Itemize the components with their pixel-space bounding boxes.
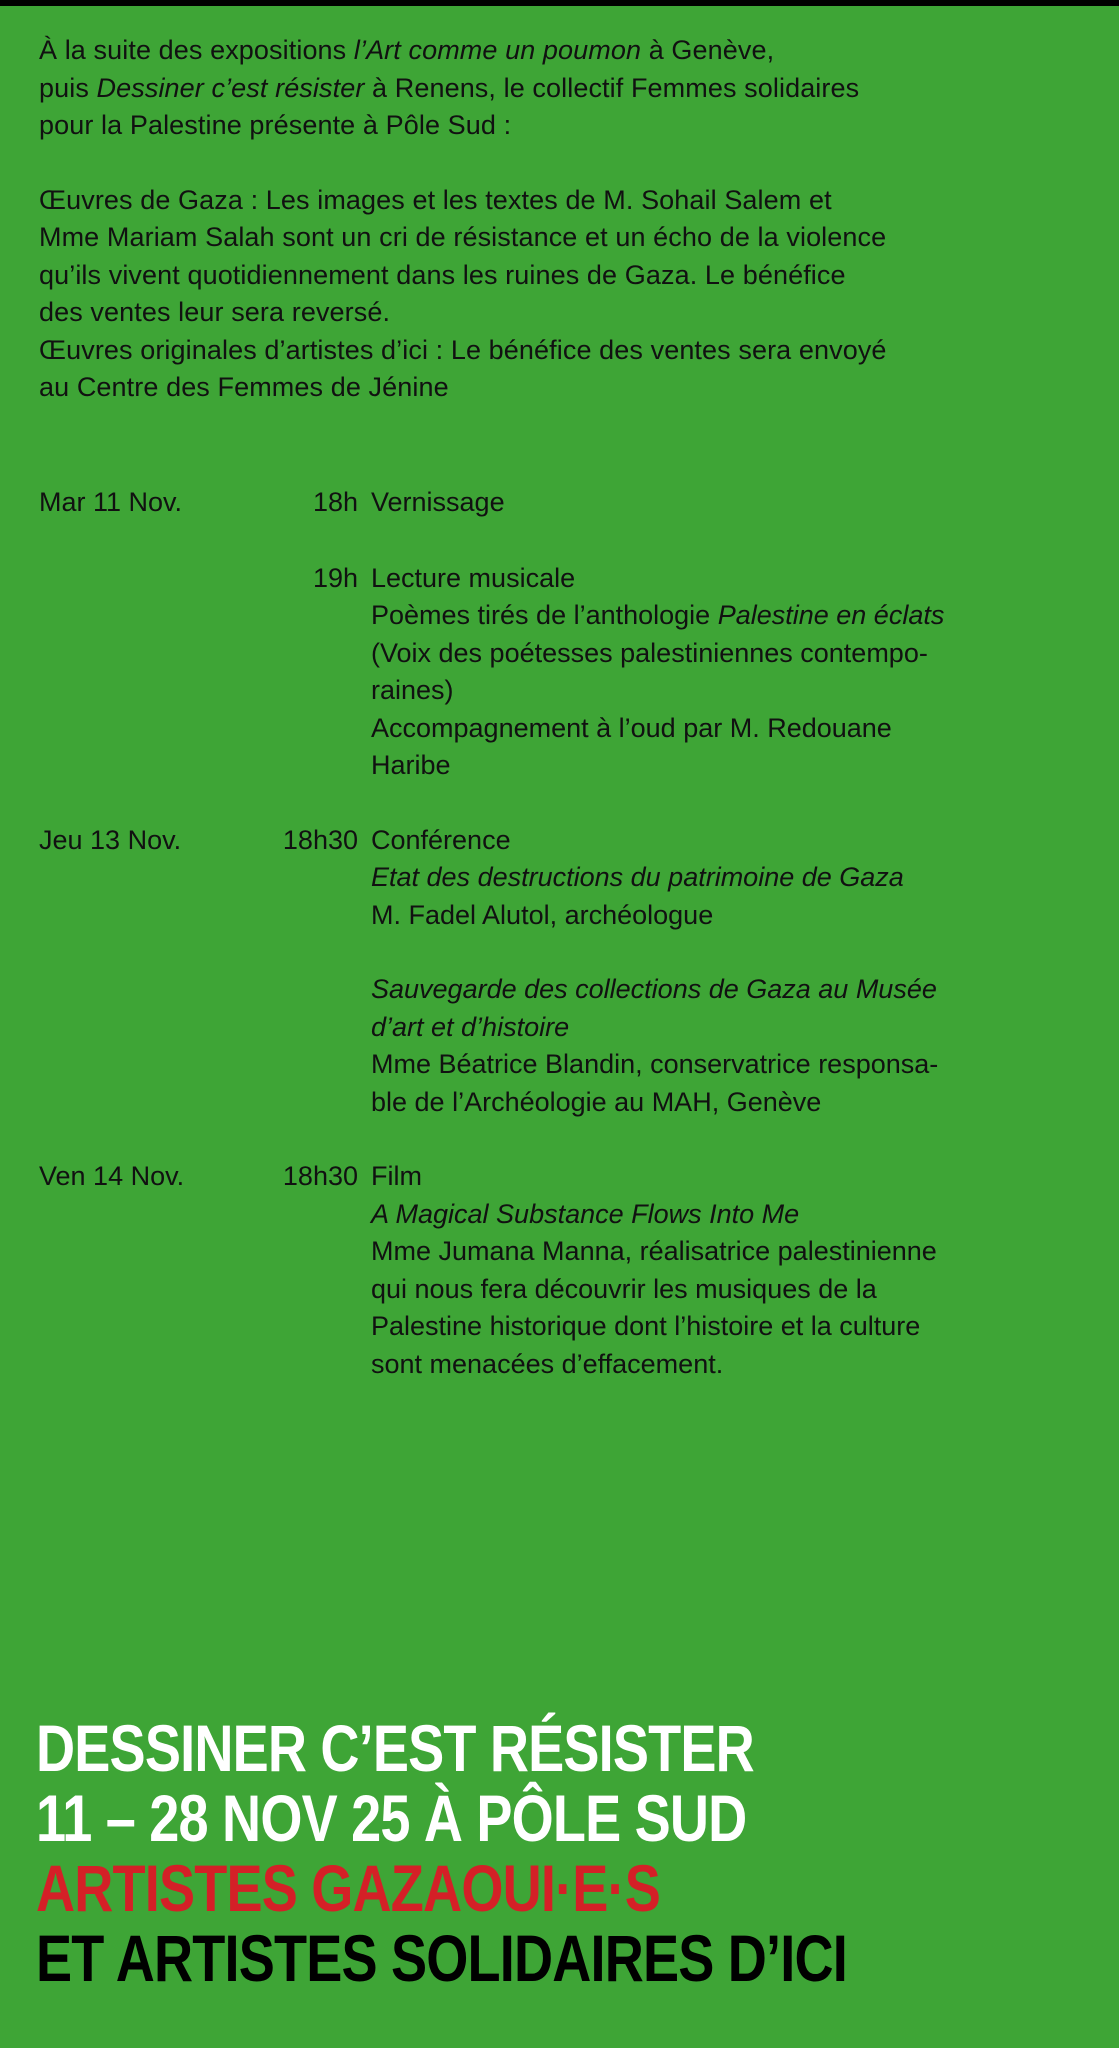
headline-dates-venue: 11 – 28 NOV 25 À PÔLE SUD [36,1781,747,1855]
film-title: A Magical Substance Flows Into Me [371,1198,800,1229]
headline-title: DESSINER C’EST RÉSISTER [36,1711,754,1785]
event-time: 19h [312,562,358,593]
event-row [39,1158,1089,1383]
poster [0,6,1119,2048]
event-line [371,597,1089,635]
anthology-title: Palestine en éclats [717,600,945,630]
intro-text-segment: puis [39,72,97,103]
exhibition-title: l’Art comme un poumon [353,35,642,65]
event-title: Film [371,1161,422,1191]
event-line: (Voix des poétesses palestiniennes contempo- [371,637,928,668]
local-works-line: au Centre des Femmes de Jénine [39,372,449,402]
event-line: Mme Jumana Manna, réalisatrice palestinienne [371,1236,937,1266]
event-row [39,560,1089,785]
event-detail [371,560,1089,785]
event-line: Accompagnement à l’oud par M. Redouane [371,712,892,743]
event-detail [371,822,1089,1122]
event-detail [371,484,1089,522]
talk-title: Sauvegarde des collections de Gaza au Musée [371,974,937,1004]
event-day: Ven 14 Nov. [39,1161,185,1191]
event-line: sont menacées d’effacement. [371,1348,724,1379]
gaza-works-line: Mme Mariam Salah sont un cri de résistance et un écho de la violence [39,222,887,252]
event-line: qui nous fera découvrir les musiques de la [371,1273,877,1304]
event-day: Jeu 13 Nov. [39,824,182,855]
talk-title: d’art et d’histoire [371,1011,570,1042]
talk-speaker: ble de l’Archéologie au MAH, Genève [371,1086,822,1117]
event-title: Vernissage [371,487,505,517]
event-row [39,484,1089,522]
event-time: 18h30 [282,1161,358,1191]
gaza-works-line: Œuvres de Gaza : Les images et les textes de M. Sohail Salem et [39,184,832,215]
talk-speaker: Mme Béatrice Blandin, conservatrice responsa- [371,1049,939,1079]
event-title: Conférence [371,824,511,855]
gaza-works-line: des ventes leur sera reversé. [39,297,391,327]
intro-text-segment: à Genève, [641,35,775,65]
intro-line [39,32,1059,70]
headline-gaza-artists: ARTISTES GAZAOUI·E·S [36,1851,661,1925]
exhibition-title: Dessiner c’est résister [96,72,365,103]
headline [36,1713,905,1993]
event-day [39,560,239,785]
event-line: Haribe [371,750,451,780]
local-works-line: Œuvres originales d’artistes d’ici : Le bénéfice des ventes sera envoyé [39,334,887,365]
event-detail [371,1158,1089,1383]
event-schedule [39,484,1089,1383]
event-time: 18h30 [282,824,358,855]
intro-line [39,70,1059,108]
talk-title: Etat des destructions du patrimoine de Gaza [371,862,904,892]
event-time: 18h [312,487,358,517]
event-row [39,822,1089,1122]
intro-line: pour la Palestine présente à Pôle Sud : [39,110,512,140]
gaza-works-line: qu’ils vivent quotidiennement dans les ruines de Gaza. Le bénéfice [39,259,846,290]
intro-text-segment: À la suite des expositions [39,35,354,65]
event-text-segment: Poèmes tirés de l’anthologie [371,600,718,630]
event-line: raines) [371,675,454,705]
talk-speaker: M. Fadel Alutol, archéologue [371,899,714,930]
intro-text-segment: à Renens, le collectif Femmes solidaires [364,72,860,103]
spacer [371,934,1089,971]
event-line: Palestine historique dont l’histoire et la culture [371,1311,921,1341]
spacer [39,145,1059,182]
event-title: Lecture musicale [371,562,576,593]
event-day: Mar 11 Nov. [39,487,183,517]
intro-text [39,32,1059,407]
headline-local-artists: ET ARTISTES SOLIDAIRES D’ICI [36,1921,847,1995]
